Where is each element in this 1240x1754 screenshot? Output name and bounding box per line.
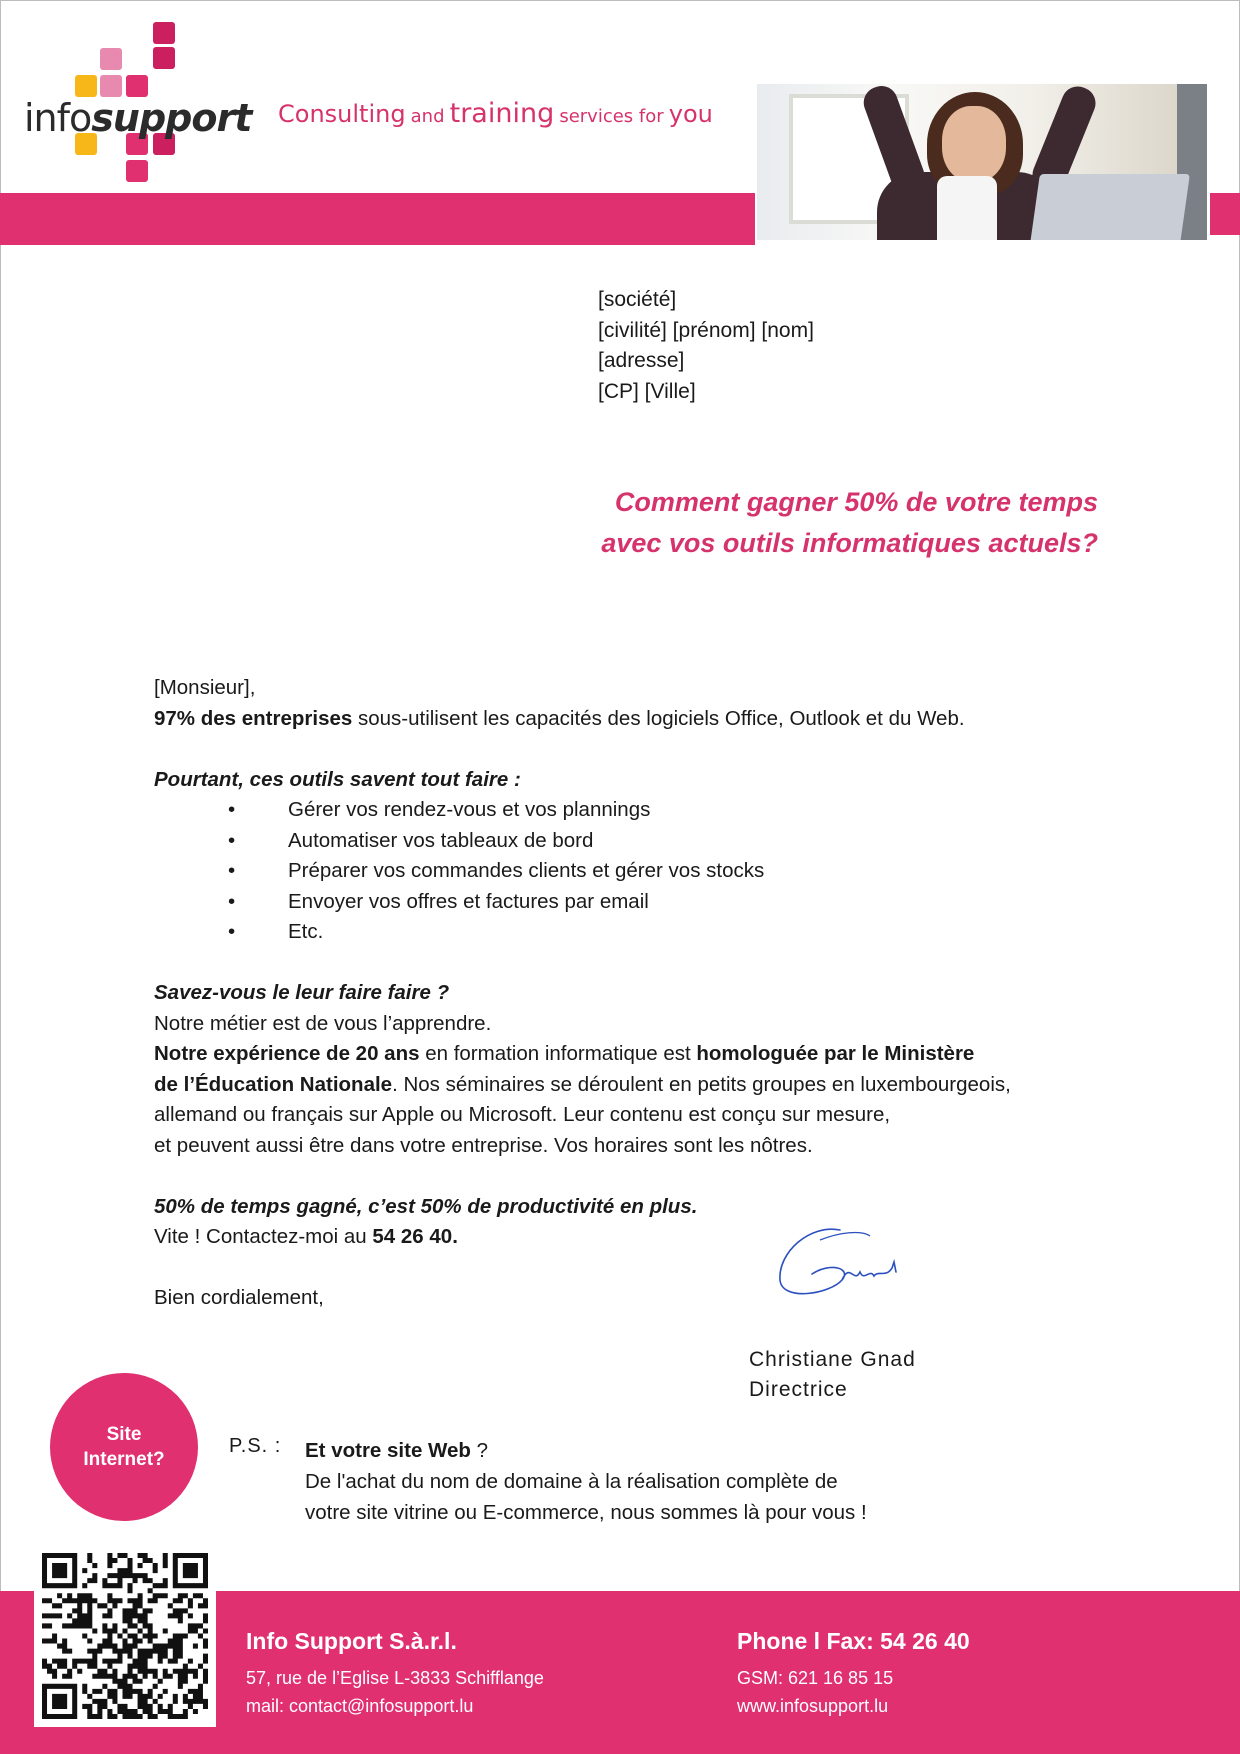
paragraph: de l’Éducation Nationale. Nos séminaires se déroulent en petits groupes en luxembourgeois, bbox=[154, 1072, 1011, 1096]
paragraph: Notre métier est de vous l’apprendre. bbox=[154, 1011, 492, 1035]
address-line: [CP] [Ville] bbox=[598, 379, 696, 403]
footer-web: www.infosupport.lu bbox=[737, 1696, 889, 1716]
footer-address: 57, rue de l’Eglise L-3833 Schifflange bbox=[246, 1668, 544, 1688]
list-item: • Envoyer vos offres et factures par email bbox=[154, 887, 1114, 918]
question: Savez-vous le leur faire faire ? bbox=[154, 981, 450, 1004]
logo-square bbox=[153, 47, 175, 69]
header-photo bbox=[757, 84, 1207, 240]
footer-mail: mail: contact@infosupport.lu bbox=[246, 1696, 474, 1716]
intro: Pourtant, ces outils savent tout faire : bbox=[154, 767, 521, 791]
signatory-name: Christiane Gnad bbox=[749, 1348, 916, 1371]
footer-company: Info Support S.à.r.l. bbox=[246, 1628, 457, 1654]
qr-code-image bbox=[42, 1553, 208, 1719]
handwritten-signature bbox=[770, 1222, 910, 1312]
list-item: • Préparer vos commandes clients et gérer vos stocks bbox=[154, 856, 1114, 887]
company-logo bbox=[20, 20, 252, 190]
paragraph: Notre expérience de 20 ans en formation informatique est homologuée par le Ministère bbox=[154, 1042, 975, 1065]
logo-wordmark: infosupport bbox=[24, 96, 252, 140]
logo-square bbox=[126, 75, 148, 97]
footer-phone: Phone l Fax: 54 26 40 bbox=[737, 1628, 970, 1654]
tagline: Consulting and training services for you bbox=[278, 98, 713, 129]
paragraph: allemand ou français sur Apple ou Microsoft. Leur contenu est conçu sur mesure, bbox=[154, 1103, 891, 1126]
headline: Comment gagner 50% de votre temps avec vos outils informatiques actuels? bbox=[601, 487, 1098, 558]
letter-body bbox=[154, 673, 1114, 1314]
header-band-right bbox=[1210, 193, 1240, 235]
list-item: • Etc. bbox=[154, 917, 1114, 948]
recipient-address bbox=[598, 285, 814, 407]
logo-square bbox=[126, 160, 148, 182]
list-item: • Gérer vos rendez-vous et vos plannings bbox=[154, 795, 1114, 826]
address-line: [civilité] [prénom] [nom] bbox=[598, 318, 814, 342]
logo-square bbox=[153, 22, 175, 44]
logo-square bbox=[100, 75, 122, 97]
header-band bbox=[0, 193, 755, 245]
logo-square bbox=[100, 48, 122, 70]
footer-gsm: GSM: 621 16 85 15 bbox=[737, 1668, 894, 1688]
website-badge: Site Internet? bbox=[50, 1373, 198, 1521]
salutation: [Monsieur], bbox=[154, 676, 256, 699]
ps-text: Et votre site Web ? De l'achat du nom de domaine à la réalisation complète de votre site vitrine ou E-commerce, nous sommes là pour vous ! bbox=[305, 1439, 867, 1524]
gain-statement: 50% de temps gagné, c’est 50% de productivité en plus. bbox=[154, 1194, 698, 1218]
list-item: • Automatiser vos tableaux de bord bbox=[154, 826, 1114, 857]
qr-code bbox=[34, 1545, 216, 1727]
address-line: [société] bbox=[598, 288, 677, 311]
address-line: [adresse] bbox=[598, 349, 685, 372]
paragraph: 97% des entreprises sous-utilisent les capacités des logiciels Office, Outlook et du Web. bbox=[154, 706, 965, 730]
paragraph: et peuvent aussi être dans votre entreprise. Vos horaires sont les nôtres. bbox=[154, 1133, 813, 1157]
signatory-title: Directrice bbox=[749, 1378, 848, 1401]
contact-line: Vite ! Contactez-moi au 54 26 40. bbox=[154, 1225, 458, 1248]
closing: Bien cordialement, bbox=[154, 1286, 324, 1309]
ps-label: P.S. : bbox=[229, 1435, 282, 1457]
signatory bbox=[749, 1345, 916, 1405]
logo-square bbox=[75, 75, 97, 97]
